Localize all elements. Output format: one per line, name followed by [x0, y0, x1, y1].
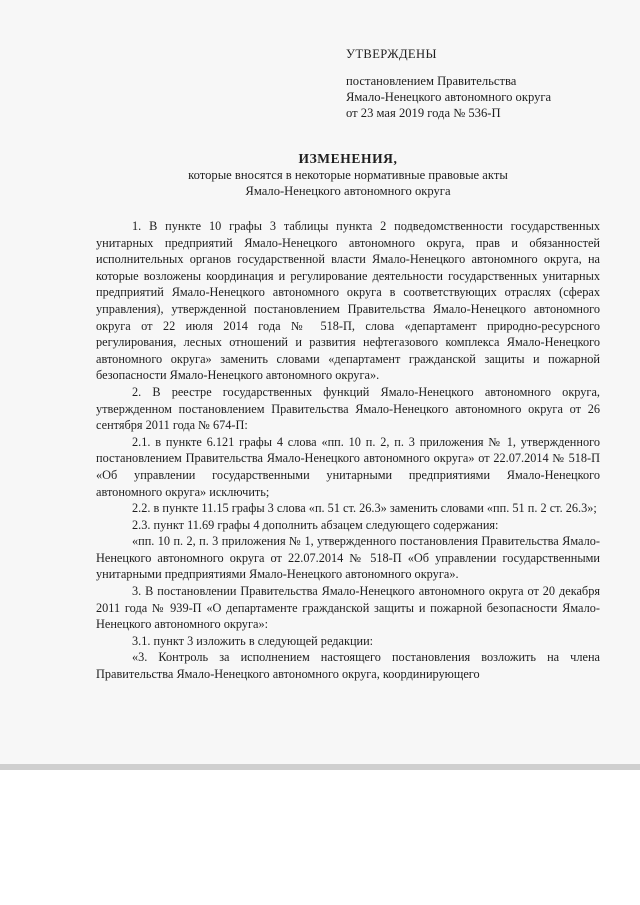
heading-title: ИЗМЕНЕНИЯ, — [298, 151, 398, 166]
paragraph: 2. В реестре государственных функций Ямало-Ненецкого автономного округа, утвержденном постановлением Правительства Ямало-Ненецкого автономного округа от 26 сентября 2011 года № 674-П: — [96, 384, 600, 433]
page-edge — [0, 764, 640, 770]
paragraph: «пп. 10 п. 2, п. 3 приложения № 1, утвержденного постановления Правительства Ямало-Ненецкого автономного округа от 22.07.2014 № 518-П «Об управлении государственными унитарными предприятиями Ямало-Ненецкого автономного округа». — [96, 534, 600, 582]
paragraph: 3. В постановлении Правительства Ямало-Ненецкого автономного округа от 20 декабря 2011 года № 939-П «О департаменте гражданской защиты и пожарной безопасности Ямало-Ненецкого автономного округа»: — [96, 584, 600, 632]
heading-subtitle: Ямало-Ненецкого автономного округа — [245, 184, 451, 198]
approval-title: УТВЕРЖДЕНЫ — [346, 47, 437, 61]
approval-block — [346, 46, 626, 121]
paragraph: 2.2. в пункте 11.15 графы 3 слова «п. 51 ст. 26.3» заменить словами «пп. 51 п. 2 ст. 26.3»; — [132, 501, 597, 516]
paragraph: 2.1. в пункте 6.121 графы 4 слова «пп. 10 п. 2, п. 3 приложения № 1, утвержденного постановлением Правительства Ямало-Ненецкого автономного округа» от 22.07.2014 № 518-П «Об управлении государственными унитарными предприятиями Ямало-Ненецкого автономного округа» исключить; — [96, 434, 600, 499]
paragraph: 2.3. пункт 11.69 графы 4 дополнить абзацем следующего содержания: — [132, 517, 499, 532]
paragraph: 1. В пункте 10 графы 3 таблицы пункта 2 подведомственности государственных унитарных предприятий Ямало-Ненецкого автономного округа, прав и обязанностей исполнительных органов государственной власти Ямало-Ненецкого автономного округа, на которые возложены координация и регулирование деятельности государственных унитарных предприятий Ямало-Ненецкого автономного округа в соответствующих отраслях (сферах управления), утвержденной постановлением Правительства Ямало-Ненецкого автономного округа от 22 июля 2014 года № 518-П, слова «департамент природно-ресурсного регулирования, лесных отношений и развития нефтегазового комплекса Ямало-Ненецкого автономного округа» заменить словами «департамент гражданской защиты и пожарной безопасности Ямало-Ненецкого автономного округа». — [96, 219, 600, 383]
document-heading — [96, 150, 600, 199]
approval-line: от 23 мая 2019 года № 536-П — [346, 106, 501, 120]
document-body — [96, 218, 600, 683]
paragraph: 3.1. пункт 3 изложить в следующей редакции: — [132, 633, 374, 648]
approval-line: постановлением Правительства — [346, 74, 517, 88]
heading-subtitle: которые вносятся в некоторые нормативные правовые акты — [188, 168, 508, 182]
paragraph: «3. Контроль за исполнением настоящего постановления возложить на члена Правительства Ямало-Ненецкого автономного округа, координирующего — [96, 650, 600, 682]
approval-line: Ямало-Ненецкого автономного округа — [346, 90, 552, 104]
